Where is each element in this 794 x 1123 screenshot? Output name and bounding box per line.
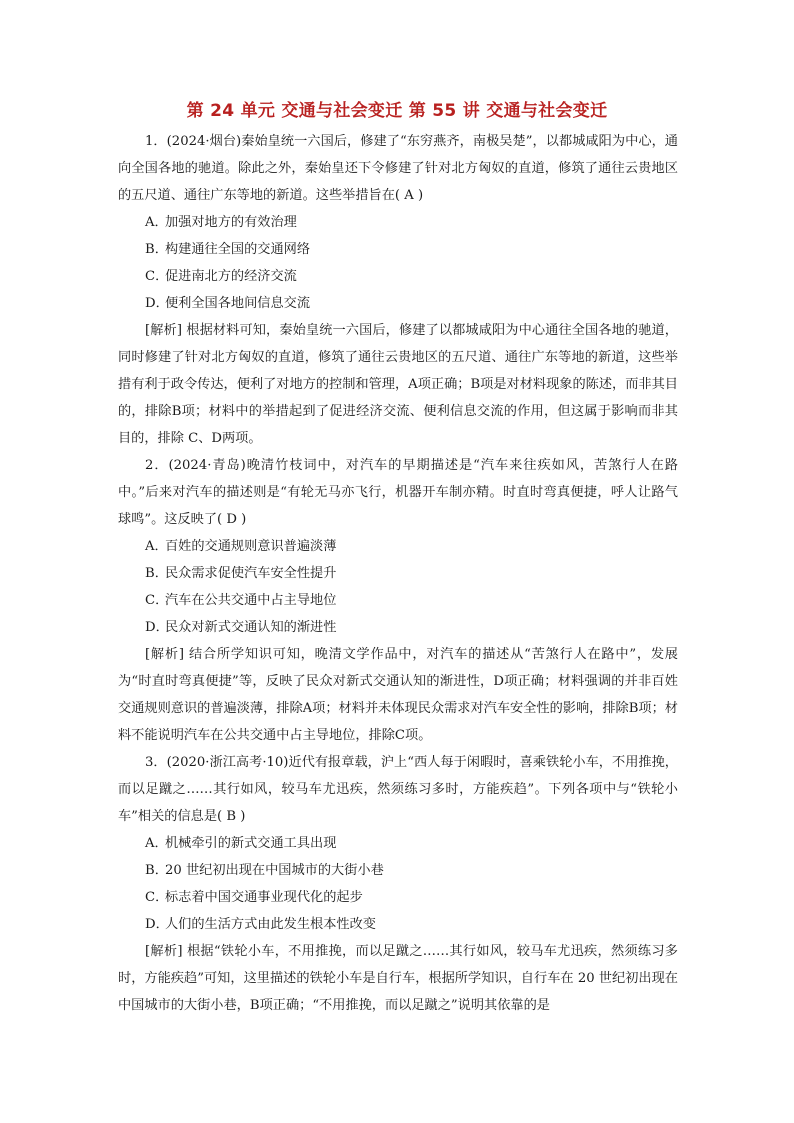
option-text: 便利全国各地间信息交流 [165,296,311,311]
option-letter: D． [145,296,169,311]
question-3-analysis: [解析] 根据“铁轮小车，不用推挽，而以足蹴之……其行如风，较马车尤迅疾，然须练习多时，方能疾趋”可知，这里描述的铁轮小车是自行车，根据所学知识，自行车在 20 世纪初出现在中国城市的大街小巷，B项正确；“不用推挽，而以足蹴之”说明其依靠的是 [118,944,678,1013]
option-text: 民众需求促使汽车安全性提升 [165,566,337,581]
option-letter: D． [145,917,169,932]
option-letter: B． [145,242,168,257]
option-letter: A． [145,215,168,230]
question-3-option-b [145,857,678,884]
question-1-option-a [145,209,678,236]
option-letter: A． [145,539,168,554]
option-letter: C． [145,269,169,284]
option-text: 构建通往全国的交通网络 [165,242,311,257]
option-text: 人们的生活方式由此发生根本性改变 [165,917,376,932]
question-3-option-c [145,884,678,911]
question-2-option-d [145,614,678,641]
option-letter: C． [145,593,169,608]
question-2-option-a [145,533,678,560]
question-3-option-d [145,911,678,938]
question-2-stem: 2．(2024·青岛)晚清竹枝词中，对汽车的早期描述是“汽车来往疾如风，苦煞行人在路中。”后来对汽车的描述则是“有轮无马亦飞行，机器开车制亦精。时直时弯真便捷，呼人让路气球鸣”。这反映了( D ) [118,458,678,527]
option-text: 20 世纪初出现在中国城市的大街小巷 [165,863,384,878]
option-text: 百姓的交通规则意识普遍淡薄 [165,539,337,554]
question-1-option-d [145,290,678,317]
option-text: 加强对地方的有效治理 [165,215,297,230]
question-1-stem: 1．(2024·烟台)秦始皇统一六国后，修建了“东穷燕齐，南极吴楚”，以都城咸阳为中心，通向全国各地的驰道。除此之外，秦始皇还下令修建了针对北方匈奴的直道，修筑了通往云贵地区的五尺道、通往广东等地的新道。这些举措旨在( A ) [118,134,678,203]
option-text: 标志着中国交通事业现代化的起步 [165,890,363,905]
option-text: 促进南北方的经济交流 [165,269,297,284]
page-title: 第 24 单元 交通与社会变迁 第 55 讲 交通与社会变迁 [186,101,608,121]
question-1-option-c [145,263,678,290]
option-letter: C． [145,890,169,905]
question-2-analysis: [解析] 结合所学知识可知，晚清文学作品中，对汽车的描述从“苦煞行人在路中”，发展为“时直时弯真便捷”等，反映了民众对新式交通认知的渐进性，D项正确；材料强调的并非百姓交通规则意识的普遍淡薄，排除A项；材料并未体现民众需求对汽车安全性的影响，排除B项；材料不能说明汽车在公共交通中占主导地位，排除C项。 [118,647,678,743]
question-2-option-c [145,587,678,614]
question-2-option-b [145,560,678,587]
question-3-stem: 3．(2020·浙江高考·10)近代有报章载，沪上“西人每于闲暇时，喜乘铁轮小车，不用推挽，而以足蹴之……其行如风，较马车尤迅疾，然须练习多时，方能疾趋”。下列各项中与“铁轮小车”相关的信息是( B ) [118,755,678,824]
option-text: 机械牵引的新式交通工具出现 [165,836,337,851]
question-3-option-a [145,830,678,857]
option-letter: D． [145,620,169,635]
question-1-analysis: [解析] 根据材料可知，秦始皇统一六国后，修建了以都城咸阳为中心通往全国各地的驰道，同时修建了针对北方匈奴的直道，修筑了通往云贵地区的五尺道、通往广东等地的新道，这些举措有利于政令传达，便利了对地方的控制和管理，A项正确；B项是对材料现象的陈述，而非其目的，排除B项；材料中的举措起到了促进经济交流、便利信息交流的作用，但这属于影响而非其目的，排除 C、D两项。 [118,323,678,446]
option-text: 民众对新式交通认知的渐进性 [165,620,337,635]
option-letter: B． [145,863,168,878]
document-body [118,128,678,1019]
option-letter: A． [145,836,168,851]
question-1-option-b [145,236,678,263]
option-text: 汽车在公共交通中占主导地位 [165,593,337,608]
option-letter: B． [145,566,168,581]
